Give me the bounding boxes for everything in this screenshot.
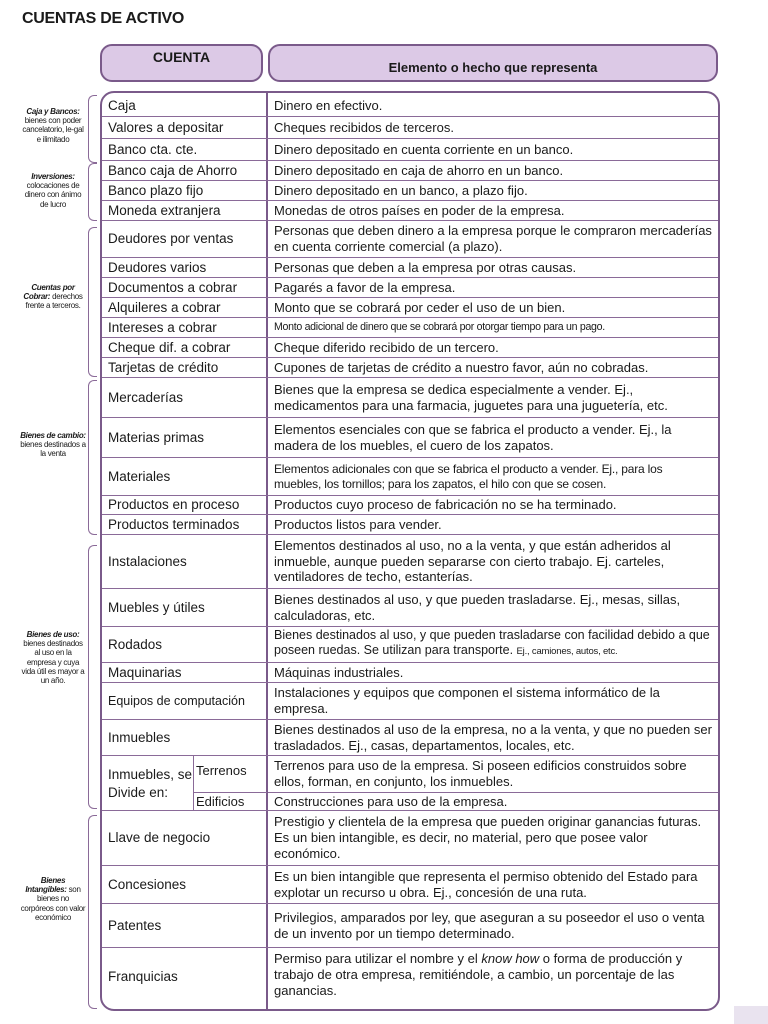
elemento-cell: Es un bien intangible que representa el permiso obtenido del Estado para explotar un recurso u obra. Ej., concesión de una ruta.: [274, 868, 698, 900]
table-row: [102, 904, 718, 948]
table-row: [102, 589, 718, 627]
cuenta-cell: Maquinarias: [108, 664, 182, 680]
cuenta-cell: Concesiones: [108, 876, 187, 892]
elemento-cell: Personas que deben dinero a la empresa porque le compraron mercaderías en cuenta corriente comercial (a plazo).: [274, 223, 712, 254]
cuenta-cell: Rodados: [108, 636, 163, 652]
elemento-cell: Cupones de tarjetas de crédito a nuestro favor, aún no cobradas.: [274, 359, 649, 375]
cuenta-cell: Banco caja de Ahorro: [108, 162, 238, 178]
elemento-cell: Dinero depositado en un banco, a plazo fijo.: [274, 182, 528, 198]
table-row: [102, 139, 718, 161]
group-label-inversiones: Inversiones: colocaciones de dinero con ánimo de lucro: [24, 172, 82, 209]
elemento-cell: Pagarés a favor de la empresa.: [274, 279, 456, 295]
elemento-cell: Bienes que la empresa se dedica especialmente a vender. Ej., medicamentos para una farmacia, juguetes para una juguetería, etc.: [274, 381, 668, 413]
elemento-cell: Elementos adicionales con que se fabrica el producto a vender. Ej., para los muebles, los tornillos; para los zapatos, el hilo con que se cosen.: [274, 461, 663, 491]
table-row: [102, 221, 718, 258]
table-row: [102, 117, 718, 139]
header-cuenta: CUENTA: [100, 44, 263, 82]
table-row: [268, 756, 718, 793]
cuenta-cell: Muebles y útiles: [108, 599, 205, 615]
cuenta-cell: Moneda extranjera: [108, 202, 221, 218]
table-row: [268, 793, 718, 811]
elemento-cell: Máquinas industriales.: [274, 664, 404, 680]
table-row: [102, 663, 718, 683]
table-row: [102, 535, 718, 589]
table-row: [102, 258, 718, 278]
elemento-cell: Productos listos para vender.: [274, 516, 442, 532]
cuenta-cell: Materias primas: [108, 429, 205, 445]
header-elemento: Elemento o hecho que representa: [268, 44, 718, 82]
elemento-cell: Monto que se cobrará por ceder el uso de un bien.: [274, 299, 566, 315]
cuenta-cell: Banco cta. cte.: [108, 141, 198, 157]
table-row: [102, 948, 718, 1006]
table-row: [102, 378, 718, 418]
cuenta-cell: Inmuebles, se Divide en:: [108, 766, 193, 800]
table-row: [102, 298, 718, 318]
cuenta-cell: Productos terminados: [108, 516, 240, 532]
group-bracket: [88, 380, 97, 535]
table-row: [102, 683, 718, 720]
cuenta-cell: Productos en proceso: [108, 497, 240, 513]
cuenta-cell: Intereses a cobrar: [108, 319, 217, 335]
table-row: [102, 338, 718, 358]
elemento-cell: Elementos destinados al uso, no a la venta, y que están adheridos al inmueble, aunque pueden separarse con cierto trabajo. Ej. carteles, ventiladores de techo, estanterías.: [274, 537, 671, 585]
elemento-cell: Monedas de otros países en poder de la empresa.: [274, 202, 565, 218]
table-row: [102, 811, 718, 866]
table-row: [102, 720, 718, 756]
elemento-cell: Construcciones para uso de la empresa.: [274, 793, 508, 809]
group-bracket: [88, 95, 97, 163]
cuenta-cell: Valores a depositar: [108, 119, 224, 135]
cuenta-cell: Documentos a cobrar: [108, 279, 238, 295]
group-label-bienes-intangibles: Bienes Intangibles: son bienes no corpóreos con valor económico: [20, 876, 86, 922]
group-label-bienes-cambio: Bienes de cambio: bienes destinados a la venta: [20, 431, 86, 459]
group-bracket: [88, 163, 97, 221]
table-row: [102, 627, 718, 663]
cuenta-cell: Alquileres a cobrar: [108, 299, 221, 315]
group-bracket: [88, 227, 97, 377]
elemento-cell: Bienes destinados al uso, y que pueden trasladarse. Ej., mesas, sillas, calculadoras, etc.: [274, 591, 681, 623]
table-row: [102, 358, 718, 378]
page-corner-mark: [734, 1006, 768, 1024]
cuenta-cell: Franquicias: [108, 969, 178, 985]
cuenta-cell: Banco plazo fijo: [108, 182, 204, 198]
table-row: [102, 278, 718, 298]
elemento-cell: Dinero en efectivo.: [274, 97, 383, 113]
cuenta-cell: Cheque dif. a cobrar: [108, 339, 231, 355]
cuenta-cell: Deudores varios: [108, 259, 207, 275]
elemento-cell: Bienes destinados al uso de la empresa, no a la venta, y que no pueden ser trasladados. Ej., casas, departamentos, locales, etc.: [274, 721, 712, 753]
cuenta-cell: Materiales: [108, 468, 171, 484]
cuenta-cell: Deudores por ventas: [108, 231, 234, 247]
table-row: [102, 458, 718, 496]
elemento-cell: Elementos esenciales con que se fabrica el producto a vender. Ej., la madera de los muebles, el cuero de los zapatos.: [274, 421, 672, 453]
page-title: CUENTAS DE ACTIVO: [22, 10, 185, 27]
elemento-cell: Cheque diferido recibido de un tercero.: [274, 339, 499, 355]
table-row: [102, 95, 718, 117]
sub-cuenta-terrenos: Terrenos: [196, 763, 247, 778]
elemento-cell: Privilegios, amparados por ley, que aseguran a su poseedor el uso o venta de un invento por un tiempo determinado.: [274, 909, 705, 941]
table-row: [102, 181, 718, 201]
elemento-cell: Monto adicional de dinero que se cobrará por otorgar tiempo para un pago.: [274, 321, 605, 334]
table-row: [102, 418, 718, 458]
elemento-cell: Productos cuyo proceso de fabricación no se ha terminado.: [274, 497, 617, 513]
elemento-cell: Dinero depositado en caja de ahorro en un banco.: [274, 162, 564, 178]
elemento-cell: Prestigio y clientela de la empresa que pueden originar ganancias futuras. Es un bien intangible, es decir, no material, pero que posee valor económico.: [274, 814, 702, 861]
group-label-cuentas-cobrar: Cuentas por Cobrar: derechos frente a terceros.: [23, 283, 83, 311]
cuenta-cell: Instalaciones: [108, 553, 187, 569]
table-row: [102, 318, 718, 338]
group-bracket: [88, 815, 97, 1009]
cuenta-cell: Inmuebles: [108, 729, 171, 745]
cuenta-cell: Llave de negocio: [108, 830, 211, 846]
sub-cuenta-edificios: Edificios: [196, 794, 245, 809]
cuenta-cell: Tarjetas de crédito: [108, 359, 219, 375]
elemento-cell: Terrenos para uso de la empresa. Si poseen edificios construidos sobre ellos, forman, en conjunto, los inmuebles.: [274, 758, 687, 789]
elemento-cell: Permiso para utilizar el nombre y el know how o forma de producción y trabajo de otra empresa, remitiéndole, a cambio, un porcentaje de las ganancias.: [274, 951, 683, 998]
cuenta-cell: Caja: [108, 97, 136, 113]
cuenta-cell: Mercaderías: [108, 389, 184, 405]
elemento-cell: Instalaciones y equipos que componen el sistema informático de la empresa.: [274, 685, 660, 716]
group-label-caja-bancos: Caja y Bancos: bienes con poder cancelatorio, le-gal e ilimitado: [22, 107, 84, 144]
cuenta-cell: Equipos de computación: [108, 693, 245, 708]
elemento-cell: Dinero depositado en cuenta corriente en un banco.: [274, 141, 574, 157]
sub-divider: [193, 792, 267, 793]
elemento-cell: Personas que deben a la empresa por otras causas.: [274, 259, 577, 275]
table-row: [102, 515, 718, 535]
group-label-bienes-uso: Bienes de uso: bienes destinados al uso en la empresa y cuya vida útil es mayor a un año.: [21, 630, 85, 685]
elemento-cell: Cheques recibidos de terceros.: [274, 119, 454, 135]
table-row: [102, 866, 718, 904]
table-row: [102, 201, 718, 221]
elemento-cell: Bienes destinados al uso, y que pueden trasladarse con facilidad debido a que poseen ruedas. Se utilizan para transporte. Ej., camiones, autos, etc.: [274, 628, 710, 658]
cuenta-cell: Patentes: [108, 917, 162, 933]
table-row: [102, 161, 718, 181]
group-bracket: [88, 545, 97, 809]
table-row: [102, 496, 718, 515]
